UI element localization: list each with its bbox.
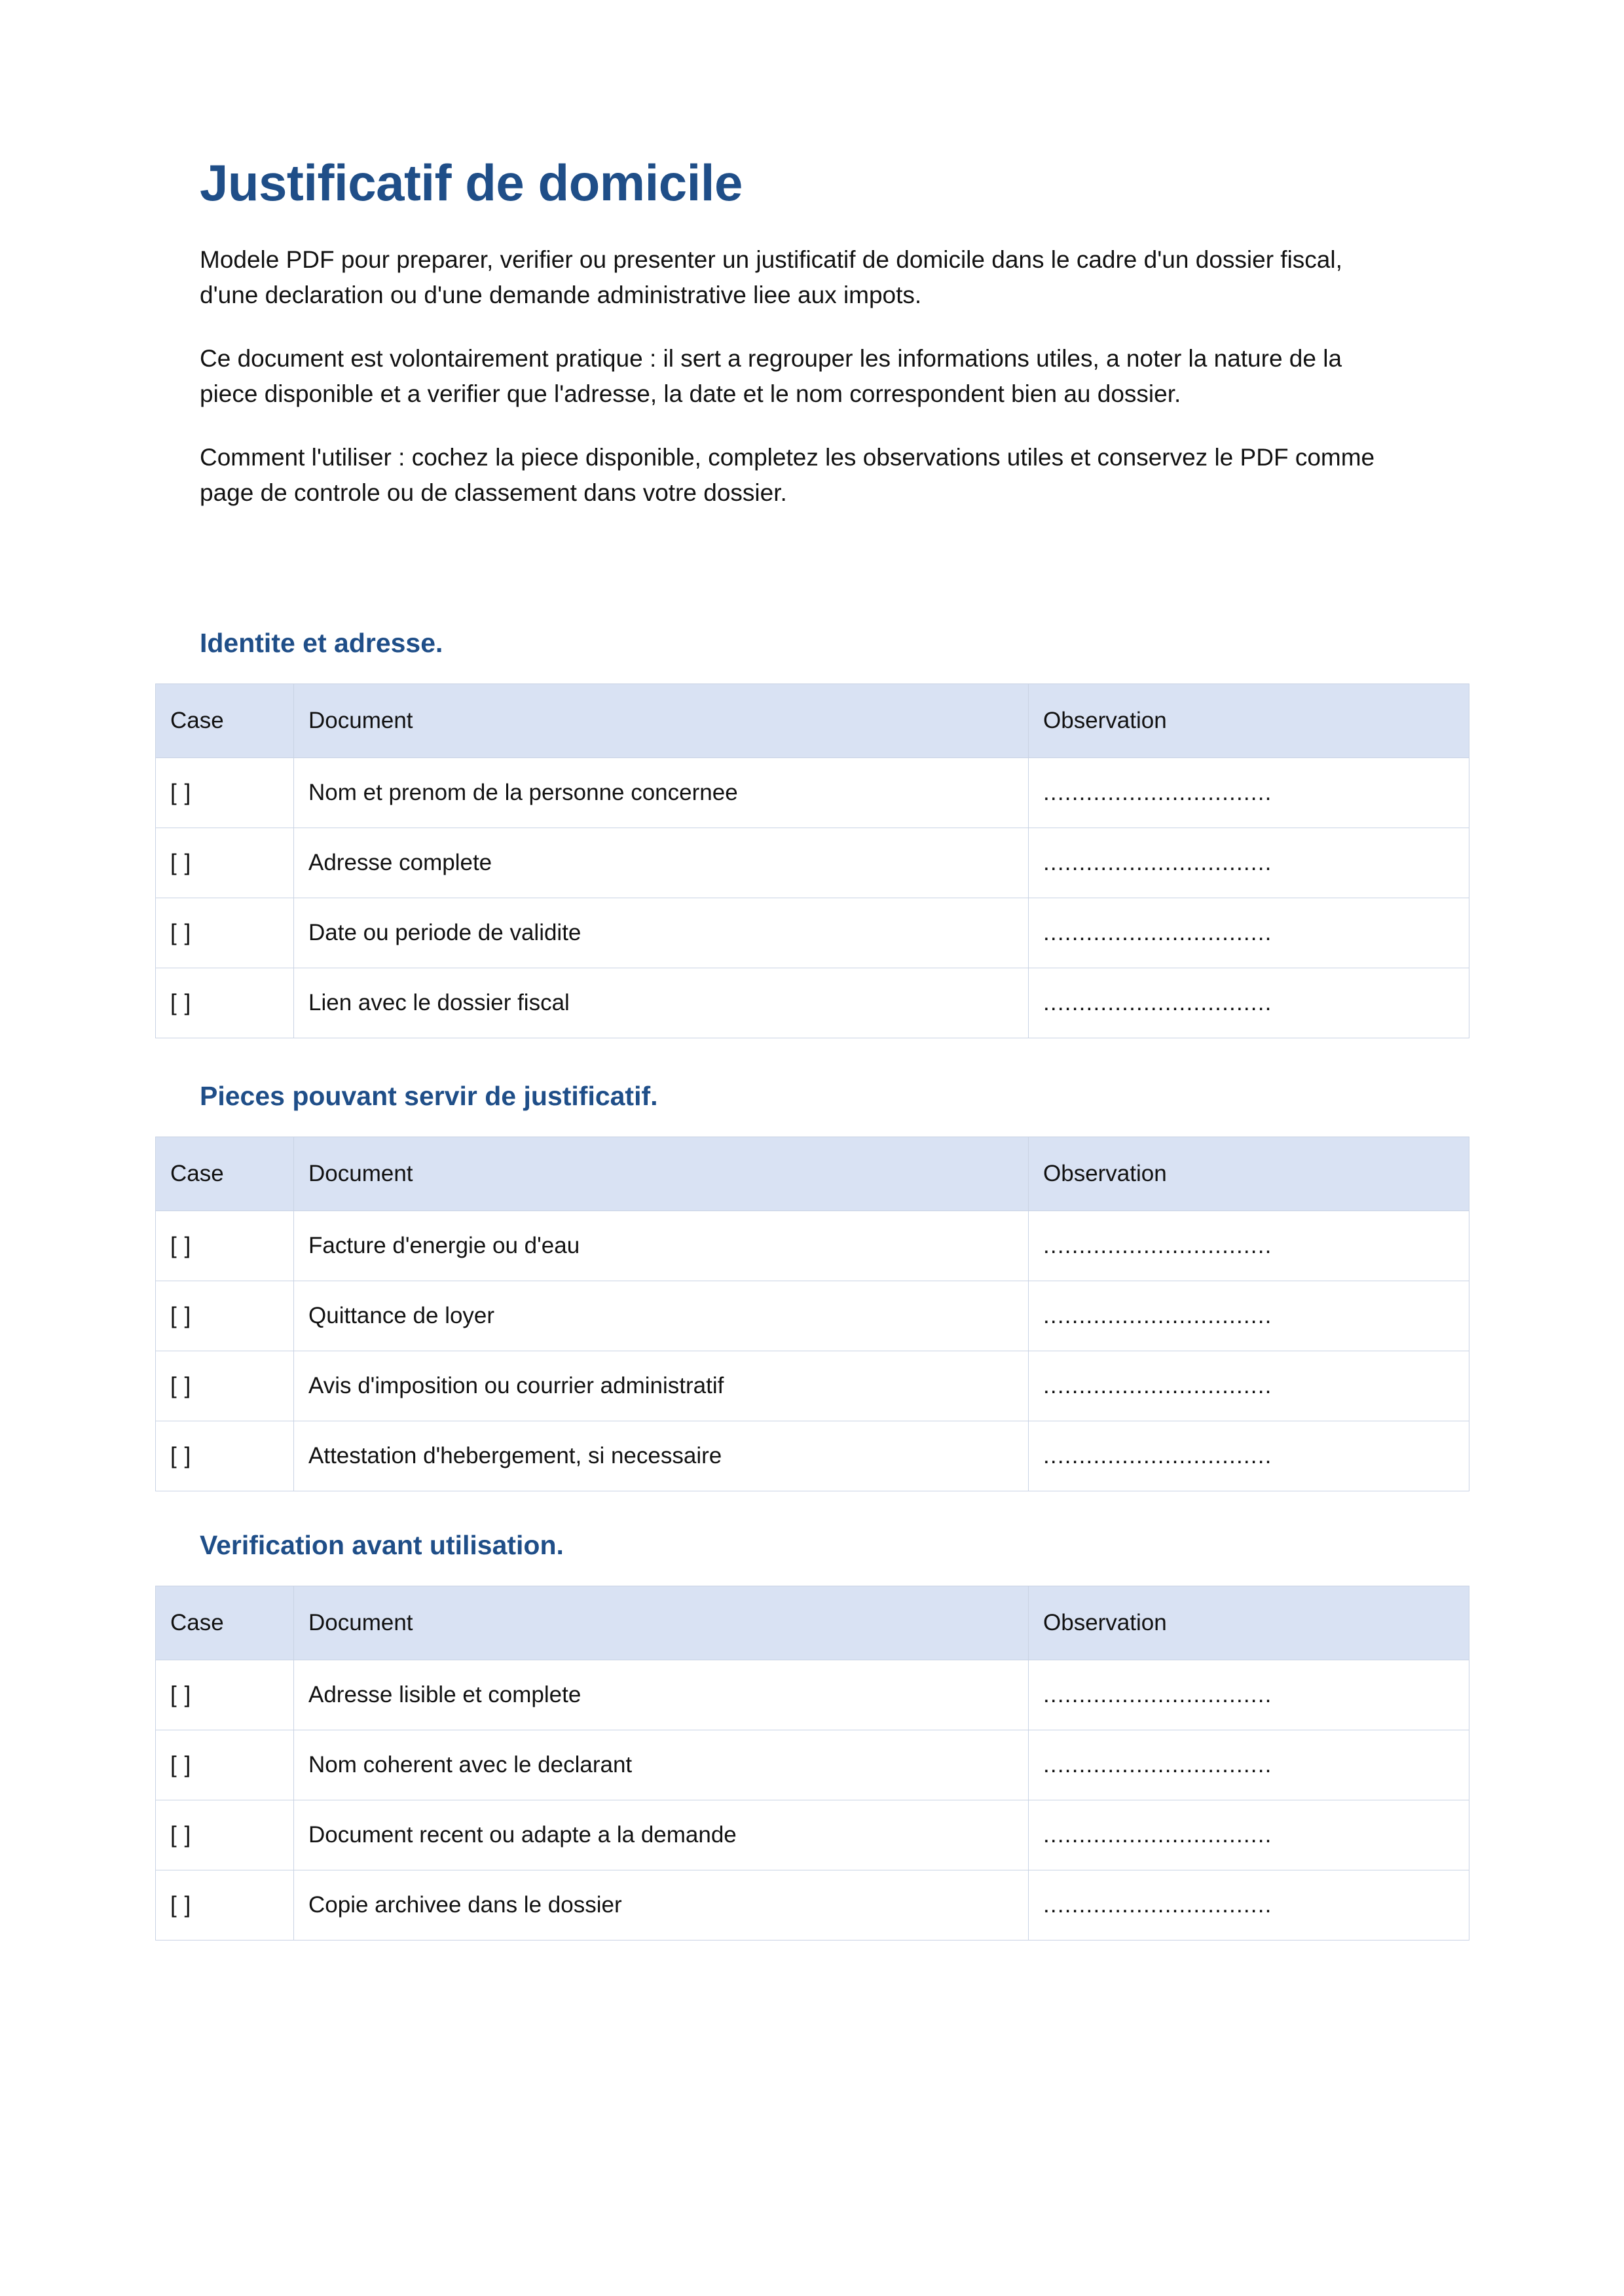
intro-section [200, 242, 1398, 511]
checkbox-cell[interactable]: [ ] [156, 968, 294, 1038]
checklist-table [155, 1586, 1469, 1941]
document-label-cell: Nom et prenom de la personne concernee [294, 757, 1029, 828]
checkbox-cell[interactable]: [ ] [156, 1281, 294, 1351]
page-title: Justificatif de domicile [200, 154, 743, 211]
observation-field[interactable]: ................................ [1029, 1660, 1469, 1730]
intro-paragraph-1: Modele PDF pour preparer, verifier ou presenter un justificatif de domicile dans le cadre d'un dossier fiscal, d'une declaration ou d'une demande administrative liee aux impots. [200, 246, 1342, 309]
column-header-case: Case [156, 1137, 294, 1211]
checkbox-cell[interactable]: [ ] [156, 828, 294, 898]
document-label-cell: Nom coherent avec le declarant [294, 1730, 1029, 1800]
checkbox-cell[interactable]: [ ] [156, 1421, 294, 1491]
section-heading: Identite et adresse. [200, 628, 443, 658]
checklist-sections [155, 629, 1469, 1941]
intro-paragraph-3: Comment l'utiliser : cochez la piece disponible, completez les observations utiles et conservez le PDF comme page de controle ou de classement dans votre dossier. [200, 443, 1375, 506]
observation-field[interactable]: ................................ [1029, 1870, 1469, 1940]
table-row [156, 898, 1469, 968]
table-row [156, 1351, 1469, 1421]
observation-field[interactable]: ................................ [1029, 757, 1469, 828]
column-header-observation: Observation [1029, 1137, 1469, 1211]
document-label-cell: Copie archivee dans le dossier [294, 1870, 1029, 1940]
document-label-cell: Attestation d'hebergement, si necessaire [294, 1421, 1029, 1491]
checkbox-cell[interactable]: [ ] [156, 1800, 294, 1870]
table-row [156, 828, 1469, 898]
document-label-cell: Avis d'imposition ou courrier administratif [294, 1351, 1029, 1421]
section-heading: Verification avant utilisation. [200, 1529, 564, 1560]
column-header-document: Document [294, 1586, 1029, 1660]
checkbox-cell[interactable]: [ ] [156, 757, 294, 828]
observation-field[interactable]: ................................ [1029, 828, 1469, 898]
checklist-table [155, 683, 1469, 1038]
checkbox-cell[interactable]: [ ] [156, 1660, 294, 1730]
section-identite-et-adresse [155, 629, 1469, 1038]
checkbox-cell[interactable]: [ ] [156, 1730, 294, 1800]
observation-field[interactable]: ................................ [1029, 1351, 1469, 1421]
table-row [156, 1660, 1469, 1730]
table-header-row [156, 1137, 1469, 1211]
document-label-cell: Lien avec le dossier fiscal [294, 968, 1029, 1038]
document-label-cell: Date ou periode de validite [294, 898, 1029, 968]
column-header-case: Case [156, 683, 294, 757]
observation-field[interactable]: ................................ [1029, 1421, 1469, 1491]
table-row [156, 757, 1469, 828]
column-header-case: Case [156, 1586, 294, 1660]
column-header-document: Document [294, 1137, 1029, 1211]
observation-field[interactable]: ................................ [1029, 1281, 1469, 1351]
intro-paragraph-2: Ce document est volontairement pratique : il sert a regrouper les informations utiles, a noter la nature de la piece disponible et a verifier que l'adresse, la date et le nom correspondent bien au dossier. [200, 344, 1342, 408]
table-row [156, 1211, 1469, 1281]
checkbox-cell[interactable]: [ ] [156, 898, 294, 968]
document-label-cell: Facture d'energie ou d'eau [294, 1211, 1029, 1281]
checkbox-cell[interactable]: [ ] [156, 1351, 294, 1421]
table-row [156, 968, 1469, 1038]
document-label-cell: Adresse lisible et complete [294, 1660, 1029, 1730]
checkbox-cell[interactable]: [ ] [156, 1870, 294, 1940]
column-header-observation: Observation [1029, 1586, 1469, 1660]
observation-field[interactable]: ................................ [1029, 1211, 1469, 1281]
section-heading: Pieces pouvant servir de justificatif. [200, 1080, 658, 1111]
table-header-row [156, 683, 1469, 757]
column-header-document: Document [294, 683, 1029, 757]
checklist-table [155, 1137, 1469, 1491]
column-header-observation: Observation [1029, 683, 1469, 757]
table-row [156, 1421, 1469, 1491]
observation-field[interactable]: ................................ [1029, 968, 1469, 1038]
document-label-cell: Quittance de loyer [294, 1281, 1029, 1351]
table-row [156, 1800, 1469, 1870]
table-row [156, 1730, 1469, 1800]
section-pieces-justificatif [155, 1082, 1469, 1491]
section-verification-avant-utilisation [155, 1531, 1469, 1941]
table-row [156, 1281, 1469, 1351]
document-label-cell: Adresse complete [294, 828, 1029, 898]
checkbox-cell[interactable]: [ ] [156, 1211, 294, 1281]
table-header-row [156, 1586, 1469, 1660]
table-row [156, 1870, 1469, 1940]
document-label-cell: Document recent ou adapte a la demande [294, 1800, 1029, 1870]
observation-field[interactable]: ................................ [1029, 1800, 1469, 1870]
observation-field[interactable]: ................................ [1029, 898, 1469, 968]
observation-field[interactable]: ................................ [1029, 1730, 1469, 1800]
